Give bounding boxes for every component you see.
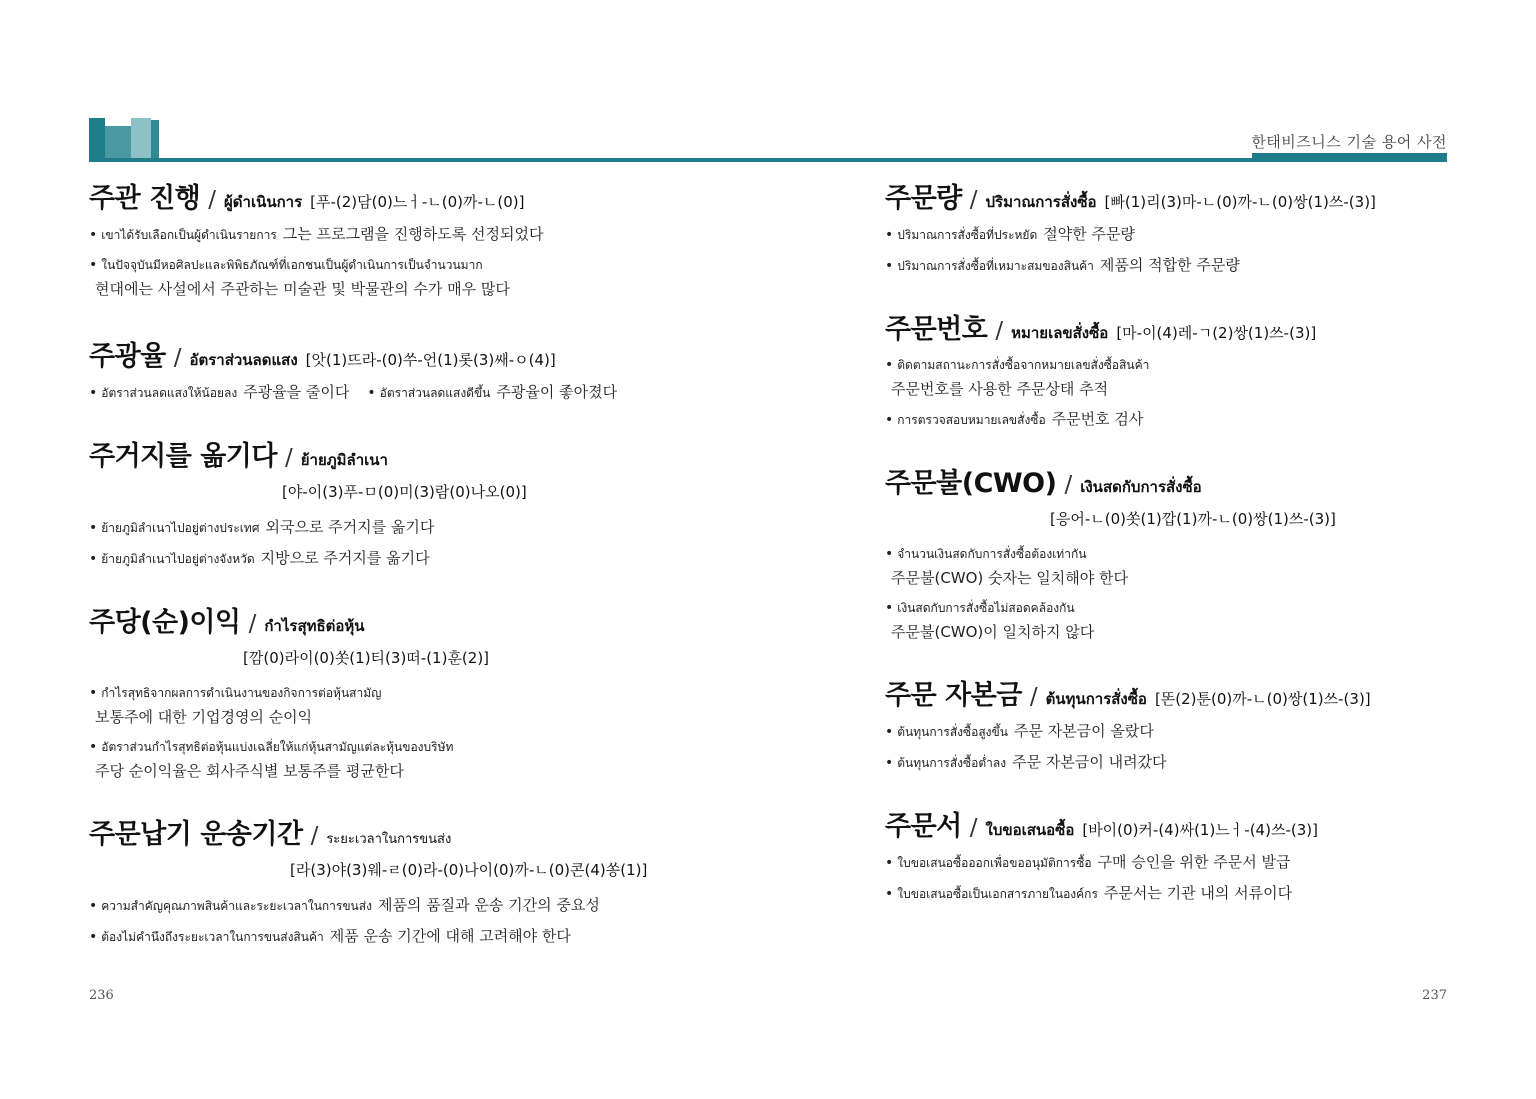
entry-term: 주당(순)이익 [89, 607, 241, 638]
example-thai: ใบขอเสนอซื้อออกเพื่อขออนุมัติการซื้อ [897, 856, 1092, 870]
bullet: • [89, 739, 98, 755]
entry-translation: หมายเลขสั่งซื้อ [1011, 324, 1109, 342]
entry-translation: เงินสดกับการสั่งซื้อ [1080, 478, 1202, 496]
right-page-column [885, 176, 1445, 929]
example-line [89, 894, 749, 917]
dictionary-entry [885, 307, 1445, 431]
separator: / [1064, 472, 1073, 498]
example-korean: 현대에는 사설에서 주관하는 미술관 및 박물관의 수가 매우 많다 [95, 280, 510, 298]
example-line [89, 925, 749, 948]
dictionary-entry [89, 334, 749, 404]
example-korean: 주문불(CWO) 숫자는 일치해야 한다 [891, 569, 1129, 587]
entry-pronunciation: [똔(2)툰(0)까-ㄴ(0)쌍(1)쓰-(3)] [1154, 690, 1371, 708]
example-thai: ปริมาณการสั่งซื้อที่เหมาะสมของสินค้า [897, 259, 1094, 273]
example-line [885, 254, 1445, 277]
example-line [885, 354, 1445, 400]
example-line [89, 547, 749, 570]
bullet: • [885, 724, 894, 740]
example-korean: 주문 자본금이 내려갔다 [1012, 753, 1167, 771]
entry-pronunciation: [앗(1)뜨라-(0)쑤-언(1)롯(3)쌔-ㅇ(4)] [305, 351, 556, 369]
dictionary-entry [89, 176, 749, 300]
bullet: • [885, 855, 894, 871]
entry-pronunciation: [야-이(3)푸-ㅁ(0)미(3)람(0)나오(0)] [282, 483, 527, 501]
bullet: • [367, 385, 376, 401]
left-page-column [89, 176, 749, 972]
decor-block [131, 118, 151, 162]
separator: / [208, 187, 216, 213]
dictionary-entry [885, 804, 1445, 905]
example-line [89, 682, 749, 728]
entry-term: 주관 진행 [89, 183, 201, 214]
entry-pronunciation: [마-이(4)레-ㄱ(2)쌍(1)쓰-(3)] [1116, 324, 1317, 342]
page-number-right: 237 [1422, 988, 1447, 1003]
example-line [89, 254, 749, 300]
bullet: • [89, 385, 98, 401]
example-korean: 제품의 품질과 운송 기간의 중요성 [377, 896, 600, 914]
bullet: • [885, 600, 894, 616]
entry-heading [885, 176, 1445, 215]
entry-heading [89, 334, 749, 373]
example-korean: 주광율이 좋아졌다 [496, 383, 618, 401]
bullet: • [885, 412, 894, 428]
example-korean: 구매 승인을 위한 주문서 발급 [1097, 853, 1291, 871]
entry-term: 주광율 [89, 341, 166, 372]
example-thai: อัตราส่วนลดแสงให้น้อยลง [101, 386, 238, 400]
example-thai: ต้นทุนการสั่งซื้อสูงขึ้น [897, 725, 1008, 739]
example-thai: ในปัจจุบันมีหอศิลปะและพิพิธภัณฑ์ที่เอกชนเป็นผู้ดำเนินการเป็นจำนวนมาก [101, 258, 483, 272]
entry-heading [89, 600, 749, 639]
entry-term: 주문납기 운송기간 [89, 819, 303, 850]
entry-translation: ผู้ดำเนินการ [223, 193, 303, 211]
example-thai: ย้ายภูมิลำเนาไปอยู่ต่างจังหวัด [101, 552, 255, 566]
entry-pronunciation: [응어-ㄴ(0)쏫(1)깝(1)까-ㄴ(0)쌍(1)쓰-(3)] [1050, 510, 1336, 528]
example-thai: อัตราส่วนกำไรสุทธิต่อหุ้นแบ่งเฉลี่ยให้แก่หุ้นสามัญแต่ละหุ้นของบริษัท [101, 740, 454, 754]
separator: / [310, 823, 319, 849]
example-line [89, 516, 749, 539]
example-line [885, 543, 1445, 589]
entry-translation: ใบขอเสนอซื้อ [985, 821, 1075, 839]
entry-translation: ต้นทุนการสั่งซื้อ [1045, 690, 1147, 708]
example-line [89, 381, 749, 404]
example-korean: 절약한 주문량 [1043, 225, 1135, 243]
example-line [885, 223, 1445, 246]
separator: / [284, 445, 293, 471]
separator: / [969, 815, 978, 841]
entry-term: 주문서 [885, 811, 962, 842]
entry-pronunciation: [빠(1)리(3)마-ㄴ(0)까-ㄴ(0)쌍(1)쓰-(3)] [1104, 193, 1376, 211]
example-korean: 제품 운송 기간에 대해 고려해야 한다 [329, 927, 571, 945]
example-korean: 보통주에 대한 기업경영의 순이익 [95, 708, 313, 726]
example-line [885, 882, 1445, 905]
entry-heading [885, 307, 1445, 346]
bullet: • [89, 257, 98, 273]
bullet: • [885, 357, 894, 373]
separator: / [969, 187, 978, 213]
example-line [885, 408, 1445, 431]
decor-block [105, 126, 131, 162]
entry-translation: อัตราส่วนลดแสง [189, 351, 298, 369]
example-korean: 주문번호 검사 [1051, 410, 1144, 428]
example-thai: ใบขอเสนอซื้อเป็นเอกสารภายในองค์กร [897, 887, 1098, 901]
example-thai: เขาได้รับเลือกเป็นผู้ดำเนินรายการ [101, 228, 277, 242]
entry-heading [89, 434, 749, 473]
dictionary-entry [885, 673, 1445, 774]
bullet: • [885, 755, 894, 771]
entry-heading [885, 461, 1445, 500]
dictionary-entry [89, 812, 749, 948]
entry-heading [89, 176, 749, 215]
entry-term: 주문 자본금 [885, 680, 1022, 711]
example-line [885, 751, 1445, 774]
example-thai: เงินสดกับการสั่งซื้อไม่สอดคล้องกัน [897, 601, 1075, 615]
example-thai: อัตราส่วนลดแสงดีขึ้น [379, 386, 491, 400]
dictionary-entry [89, 600, 749, 782]
example-korean: 그는 프로그램을 진행하도록 선정되었다 [282, 225, 544, 243]
separator: / [995, 318, 1004, 344]
header-rule-tab [1252, 153, 1447, 162]
bullet: • [885, 258, 894, 274]
decor-block [151, 120, 159, 162]
example-thai: ปริมาณการสั่งซื้อที่ประหยัด [897, 228, 1038, 242]
bullet: • [89, 898, 98, 914]
separator: / [248, 611, 257, 637]
example-korean: 제품의 적합한 주문량 [1099, 256, 1240, 274]
bullet: • [885, 886, 894, 902]
example-korean: 주문 자본금이 올랐다 [1013, 722, 1154, 740]
example-line [89, 736, 749, 782]
example-line [885, 597, 1445, 643]
dictionary-entry [89, 434, 749, 570]
example-korean: 주문서는 기관 내의 서류이다 [1103, 884, 1293, 902]
example-korean: 지방으로 주거지를 옮기다 [260, 549, 430, 567]
example-thai: ความสำคัญคุณภาพสินค้าและระยะเวลาในการขนส่ง [101, 899, 372, 913]
entry-translation: ระยะเวลาในการขนส่ง [326, 832, 452, 847]
example-thai: การตรวจสอบหมายเลขสั่งซื้อ [897, 413, 1046, 427]
bullet: • [89, 685, 98, 701]
bullet: • [89, 227, 98, 243]
header-decoration [89, 118, 159, 162]
example-line [89, 223, 749, 246]
entry-term: 주거지를 옮기다 [89, 441, 277, 472]
entry-heading [885, 804, 1445, 843]
separator: / [173, 345, 182, 371]
entry-heading [885, 673, 1445, 712]
entry-heading [89, 812, 749, 851]
example-thai: กำไรสุทธิจากผลการดำเนินงานของกิจการต่อหุ้นสามัญ [101, 686, 382, 700]
example-thai: ย้ายภูมิลำเนาไปอยู่ต่างประเทศ [101, 521, 260, 535]
example-thai: จำนวนเงินสดกับการสั่งซื้อต้องเท่ากัน [897, 547, 1087, 561]
decor-block [89, 118, 105, 162]
entry-pronunciation: [푸-(2)담(0)느ㅓ-ㄴ(0)까-ㄴ(0)] [310, 193, 525, 211]
example-thai: ต้นทุนการสั่งซื้อต่ำลง [897, 756, 1007, 770]
entry-translation: ปริมาณการสั่งซื้อ [985, 193, 1097, 211]
entry-term: 주문량 [885, 183, 962, 214]
entry-pronunciation: [바이(0)커-(4)싸(1)느ㅓ-(4)쓰-(3)] [1082, 821, 1318, 839]
example-korean: 주문번호를 사용한 주문상태 추적 [891, 380, 1109, 398]
entry-pronunciation: [라(3)야(3)웨-ㄹ(0)라-(0)나이(0)까-ㄴ(0)콘(4)쏭(1)] [290, 861, 648, 879]
example-thai: ติดตามสถานะการสั่งซื้อจากหมายเลขสั่งซื้อสินค้า [897, 358, 1150, 372]
example-line [885, 851, 1445, 874]
entry-pronunciation: [깜(0)라이(0)쏫(1)티(3)떠-(1)훈(2)] [243, 649, 490, 667]
dictionary-entry [885, 461, 1445, 643]
bullet: • [89, 520, 98, 536]
example-line [885, 720, 1445, 743]
example-thai: ต้องไม่คำนึงถึงระยะเวลาในการขนส่งสินค้า [101, 930, 324, 944]
entry-translation: ย้ายภูมิลำเนา [300, 451, 388, 469]
book-title: 한태비즈니스 기술 용어 사전 [1251, 133, 1447, 151]
entry-term: 주문불(CWO) [885, 468, 1057, 499]
example-korean: 주당 순이익율은 회사주식별 보통주를 평균한다 [95, 762, 404, 780]
bullet: • [89, 929, 98, 945]
bullet: • [885, 546, 894, 562]
example-korean: 주문불(CWO)이 일치하지 않다 [891, 623, 1095, 641]
bullet: • [885, 227, 894, 243]
dictionary-entry [885, 176, 1445, 277]
entry-translation: กำไรสุทธิต่อหุ้น [264, 617, 365, 635]
example-korean: 주광율을 줄이다 [243, 383, 350, 401]
example-korean: 외국으로 주거지를 옮기다 [265, 518, 435, 536]
entry-term: 주문번호 [885, 314, 988, 345]
header-rule [89, 158, 1447, 162]
separator: / [1029, 684, 1038, 710]
bullet: • [89, 551, 98, 567]
page-number-left: 236 [89, 988, 114, 1003]
